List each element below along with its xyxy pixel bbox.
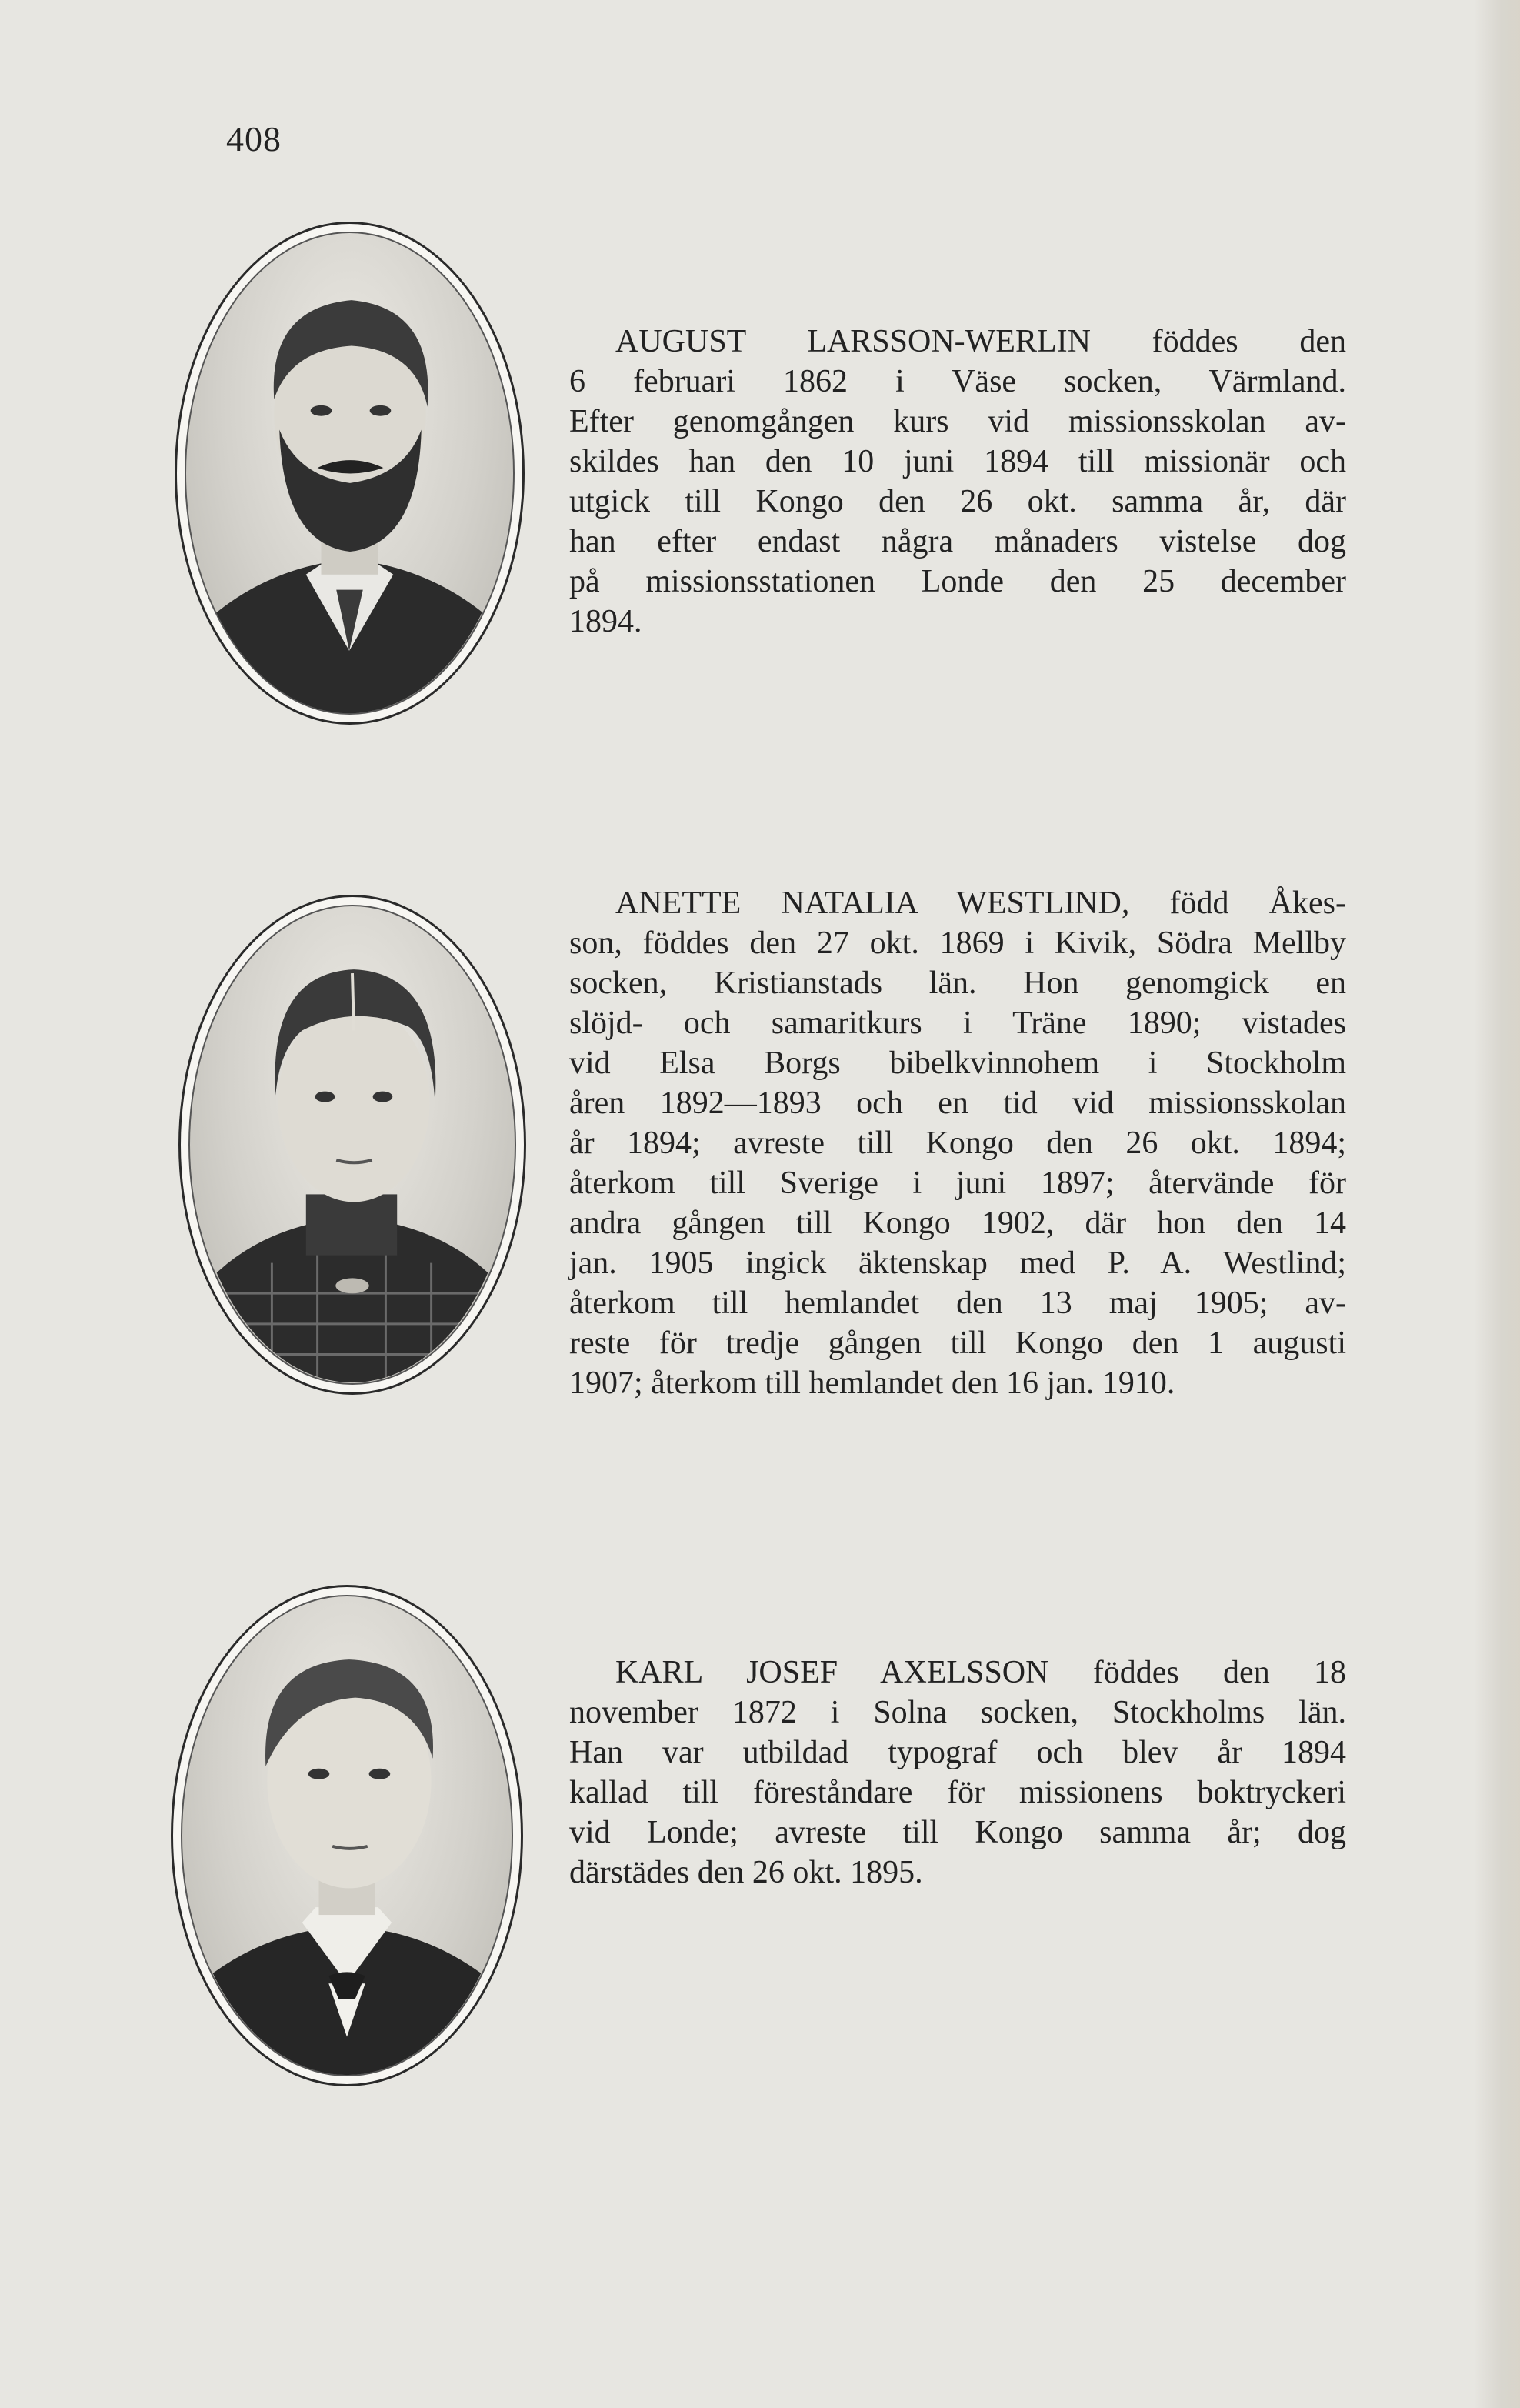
bio-line: son, föddes den 27 okt. 1869 i Kivik, Södra Mellby	[569, 926, 1346, 961]
bio-line: Han var utbildad typograf och blev år 1894	[569, 1735, 1346, 1770]
bio-line: andra gången till Kongo 1902, där hon den 14	[569, 1206, 1346, 1241]
bio-line: ANETTE NATALIA WESTLIND, född Åkes-	[615, 885, 1346, 921]
bio-line: vid Londe; avreste till Kongo samma år; dog	[569, 1815, 1346, 1850]
biography-text	[569, 322, 1346, 642]
bio-line: han efter endast några månaders vistelse dog	[569, 524, 1346, 559]
portrait-young-man-icon	[173, 1587, 521, 2084]
bio-line: AUGUST LARSSON-WERLIN föddes den	[615, 324, 1346, 359]
bio-line: återkom till hemlandet den 13 maj 1905; av-	[569, 1286, 1346, 1321]
bio-line: 1907; återkom till hemlandet den 16 jan. 1910.	[569, 1366, 1175, 1401]
bio-line: skildes han den 10 juni 1894 till missionär och	[569, 444, 1346, 479]
bio-line: 6 februari 1862 i Väse socken, Värmland.	[569, 364, 1346, 399]
portrait-woman-icon	[181, 897, 524, 1392]
biography-text	[569, 1653, 1346, 1893]
bio-line: därstädes den 26 okt. 1895.	[569, 1855, 923, 1890]
bio-line: reste för tredje gången till Kongo den 1 augusti	[569, 1326, 1346, 1361]
bio-line: åren 1892—1893 och en tid vid missionsskolan	[569, 1086, 1346, 1121]
bio-line: återkom till Sverige i juni 1897; återvände för	[569, 1166, 1346, 1201]
bio-line: Efter genomgången kurs vid missionsskolan av-	[569, 404, 1346, 439]
bio-line: år 1894; avreste till Kongo den 26 okt. 1894;	[569, 1126, 1346, 1161]
biography-text	[569, 883, 1346, 1403]
portrait-photo	[171, 1585, 523, 2086]
page-number: 408	[226, 119, 282, 158]
bio-line: på missionsstationen Londe den 25 december	[569, 564, 1346, 599]
page-edge-shadow	[1474, 0, 1520, 2408]
portrait-man-bearded-icon	[177, 224, 522, 722]
portrait-photo	[175, 222, 525, 725]
portrait-photo	[178, 895, 526, 1395]
bio-line: utgick till Kongo den 26 okt. samma år, där	[569, 484, 1346, 519]
bio-line: 1894.	[569, 604, 642, 639]
bio-line: kallad till föreståndare för missionens boktryckeri	[569, 1775, 1346, 1810]
bio-line: slöjd- och samaritkurs i Träne 1890; vistades	[569, 1006, 1346, 1041]
bio-line: socken, Kristianstads län. Hon genomgick en	[569, 966, 1346, 1001]
bio-line: vid Elsa Borgs bibelkvinnohem i Stockholm	[569, 1046, 1346, 1081]
bio-line: KARL JOSEF AXELSSON föddes den 18	[615, 1655, 1346, 1690]
bio-line: jan. 1905 ingick äktenskap med P. A. Westlind;	[569, 1246, 1346, 1281]
bio-line: november 1872 i Solna socken, Stockholms län.	[569, 1695, 1346, 1730]
